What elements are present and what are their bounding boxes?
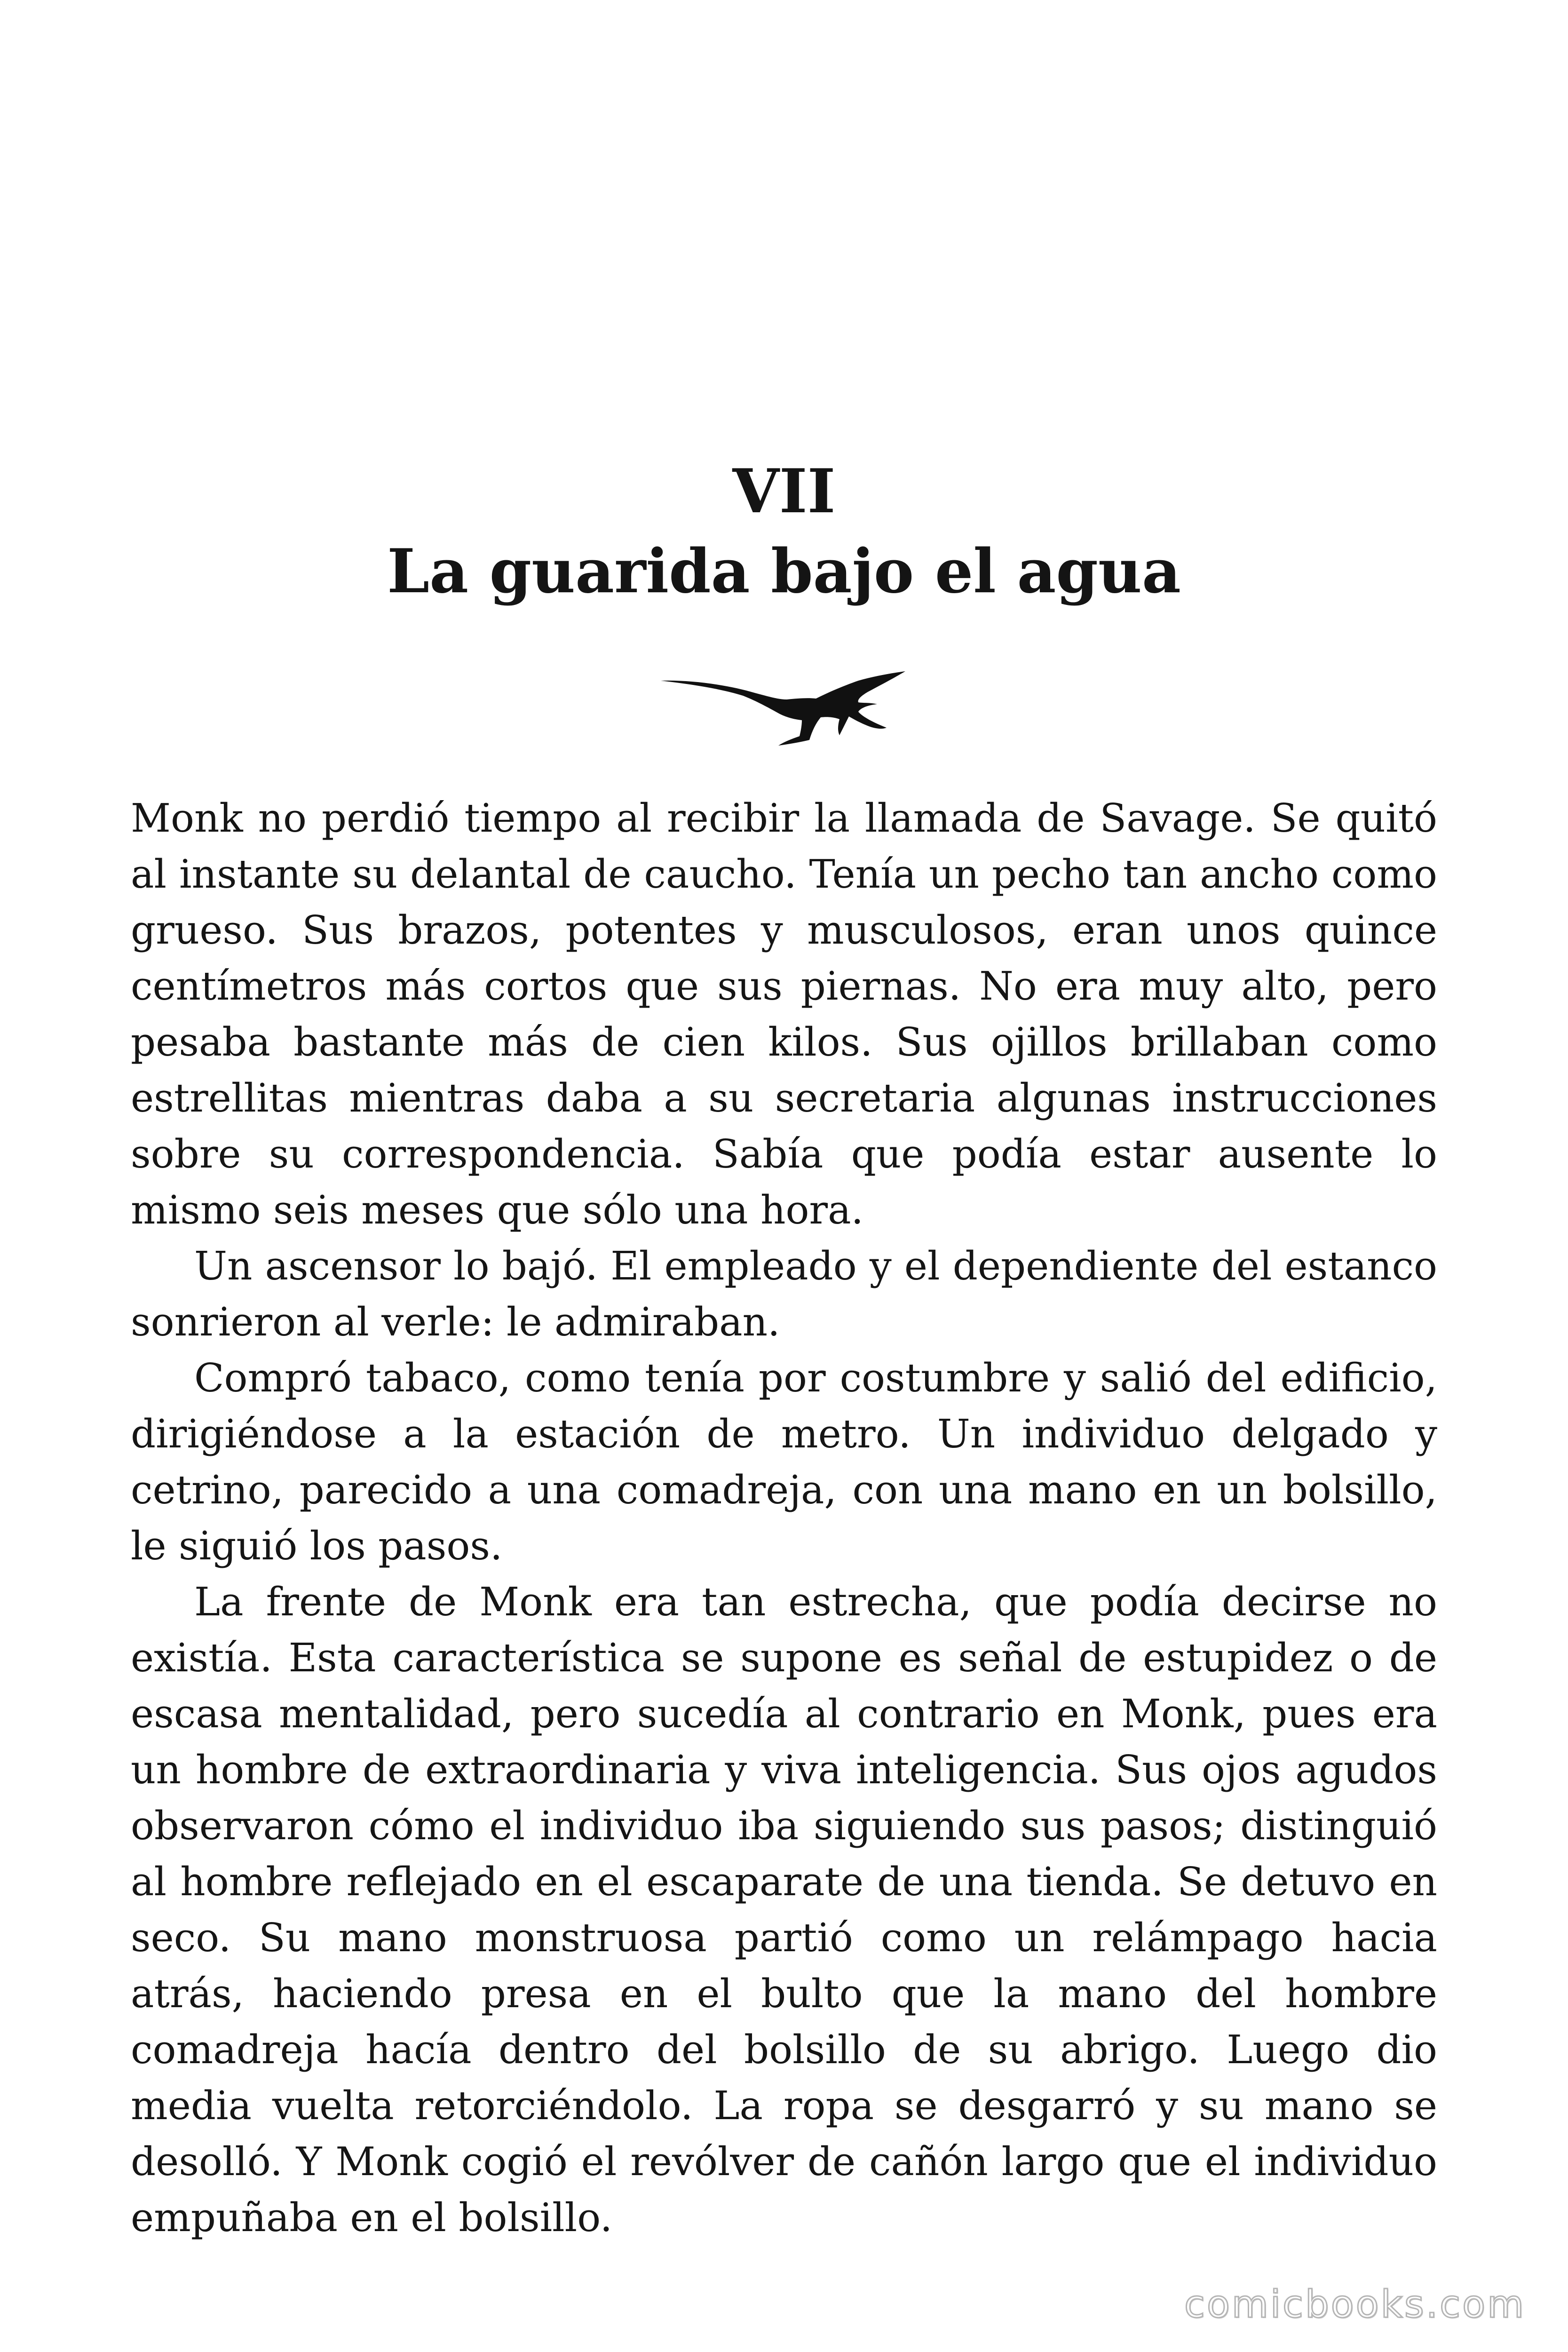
chapter-header [0,452,1568,612]
chapter-title: La guarida bajo el agua [387,536,1181,607]
chapter-number: VII [732,456,836,527]
paragraph: Compró tabaco, como tenía por costumbre y salió del edificio, dirigiéndose a la estación de metro. Un individuo delgado y cetrino, parecido a una comadreja, con una mano en un bolsillo, le siguió los pasos. [131,1355,1437,1569]
bird-silhouette-icon [661,670,908,750]
paragraph: Un ascensor lo bajó. El empleado y el dependiente del estanco sonrieron al verle: le admiraban. [131,1243,1437,1345]
paragraph: La frente de Monk era tan estrecha, que podía decirse no existía. Esta característica se supone es señal de estupidez o de escasa mentalidad, pero sucedía al contrario en Monk, pues era un hombre de extraordinaria y viva inteligencia. Sus ojos agudos observaron cómo el individuo iba siguiendo sus pasos; distinguió al hombre reflejado en el escaparate de una tienda. Se detuvo en seco. Su mano monstruosa partió como un relámpago hacia atrás, haciendo presa en el bulto que la mano del hombre comadreja hacía dentro del bolsillo de su abrigo. Luego dio media vuelta retorciéndolo. La ropa se desgarró y su mano se desolló. Y Monk cogió el revólver de cañón largo que el individuo empuñaba en el bolsillo. [131,1579,1437,2241]
watermark: comicbooks.com [1184,2282,1526,2326]
body-text [131,790,1437,2246]
paragraph: Monk no perdió tiempo al recibir la llamada de Savage. Se quitó al instante su delantal de caucho. Tenía un pecho tan ancho como grueso. Sus brazos, potentes y musculosos, eran unos quince centímetros más cortos que sus piernas. No era muy alto, pero pesaba bastante más de cien kilos. Sus ojillos brillaban como estrellitas mientras daba a su secretaria algunas instrucciones sobre su correspondencia. Sabía que podía estar ausente lo mismo seis meses que sólo una hora. [131,795,1437,1233]
